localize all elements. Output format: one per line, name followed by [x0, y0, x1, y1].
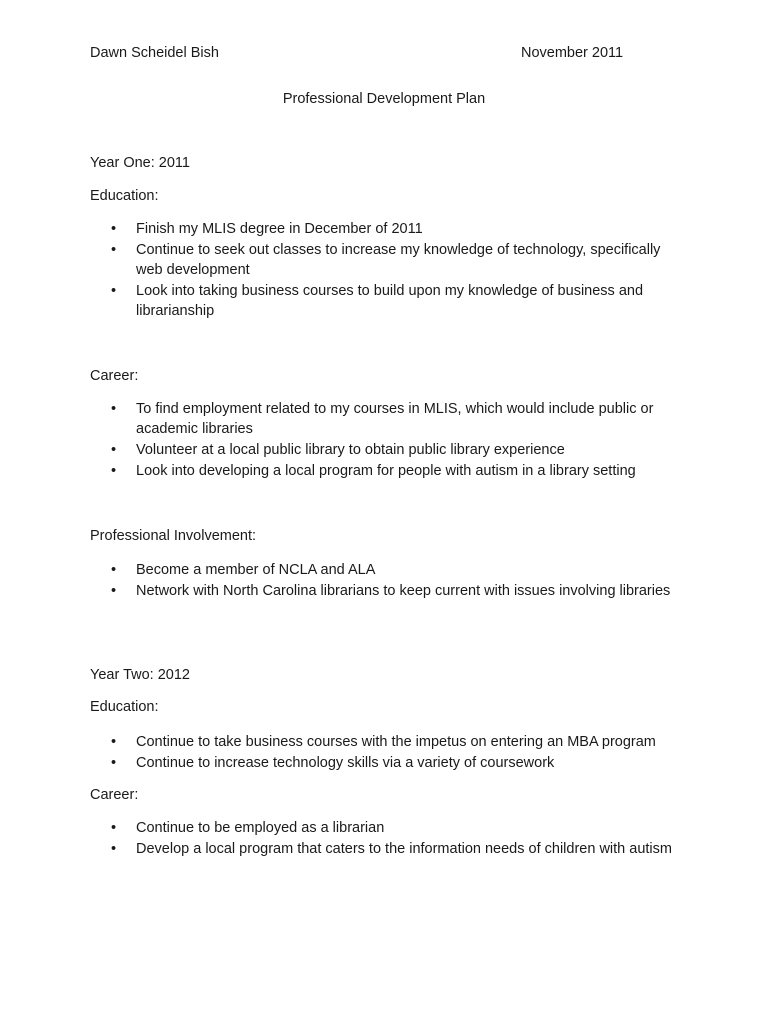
- list-item: • Continue to take business courses with the impetus on entering an MBA program: [111, 734, 656, 750]
- list-item: • Look into taking business courses to build upon my knowledge of business and librarianship: [111, 283, 644, 319]
- year-one-education-list: [90, 219, 690, 322]
- year-two-education-list: [90, 732, 690, 774]
- year-two-heading: Year Two: 2012: [90, 667, 190, 683]
- list-item: • Volunteer at a local public library to obtain public library experience: [111, 442, 565, 458]
- year-one-education-heading: Education:: [90, 188, 159, 204]
- list-item: • Develop a local program that caters to the information needs of children with autism: [111, 841, 672, 857]
- list-item: • Continue to be employed as a librarian: [111, 820, 385, 836]
- year-one-career-heading: Career:: [90, 368, 139, 384]
- document-title: Professional Development Plan: [282, 91, 486, 107]
- list-item: • Network with North Carolina librarians to keep current with issues involving libraries: [111, 583, 671, 599]
- year-one-career-list: [90, 399, 690, 482]
- year-two-career-list: [90, 818, 690, 860]
- document-date: November 2011: [521, 45, 624, 61]
- year-one-involvement-heading: Professional Involvement:: [90, 528, 257, 544]
- list-item: • Become a member of NCLA and ALA: [111, 562, 376, 578]
- list-item: • Continue to increase technology skills via a variety of coursework: [111, 755, 555, 771]
- year-one-heading: Year One: 2011: [90, 155, 190, 171]
- list-item: • Look into developing a local program for people with autism in a library setting: [111, 463, 636, 479]
- year-two-career-heading: Career:: [90, 787, 139, 803]
- list-item: • Continue to seek out classes to increase my knowledge of technology, specifically web development: [111, 242, 661, 278]
- year-two-education-heading: Education:: [90, 699, 159, 715]
- year-one-involvement-list: [90, 560, 690, 602]
- author-name: Dawn Scheidel Bish: [90, 45, 219, 61]
- list-item: • To find employment related to my courses in MLIS, which would include public or academic libraries: [111, 401, 654, 437]
- list-item: • Finish my MLIS degree in December of 2011: [111, 221, 423, 237]
